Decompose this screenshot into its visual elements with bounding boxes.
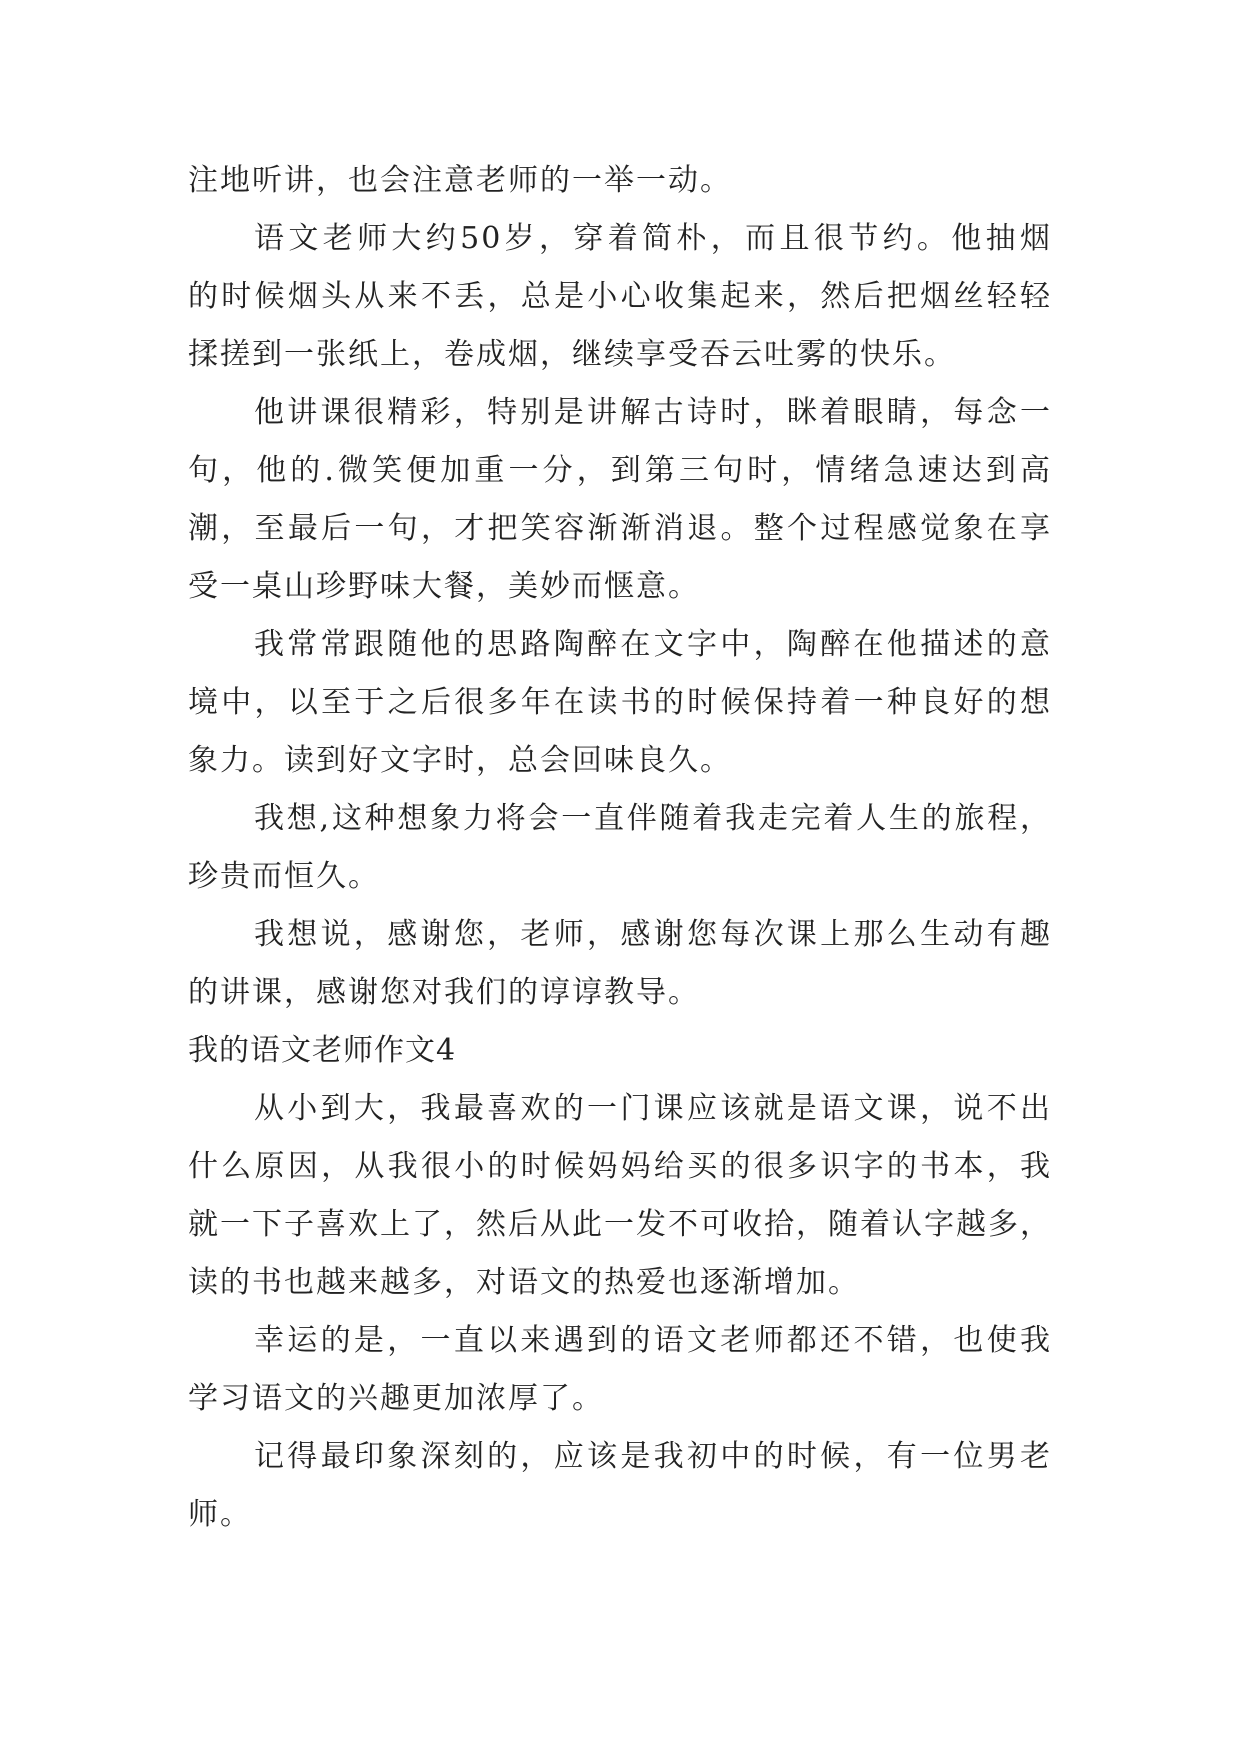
text-line: 我常常跟随他的思路陶醉在文字中，陶醉在他描述的意 — [254, 627, 1052, 662]
text-line: 我想说，感谢您，老师，感谢您每次课上那么生动有趣 — [254, 917, 1052, 952]
text-line: 师。 — [188, 1497, 252, 1532]
text-line: 语文老师大约50岁，穿着简朴，而且很节约。他抽烟 — [254, 221, 1052, 256]
document-body — [188, 152, 1052, 1544]
text-line: 从小到大，我最喜欢的一门课应该就是语文课，说不出 — [254, 1091, 1052, 1126]
text-line: 揉搓到一张纸上，卷成烟，继续享受吞云吐雾的快乐。 — [188, 337, 956, 372]
text-line: 幸运的是，一直以来遇到的语文老师都还不错，也使我 — [254, 1323, 1052, 1358]
text-line: 注地听讲，也会注意老师的一举一动。 — [188, 163, 732, 198]
text-line: 就一下子喜欢上了，然后从此一发不可收拾，随着认字越多， — [188, 1207, 1052, 1242]
text-line: 我想,这种想象力将会一直伴随着我走完着人生的旅程， — [254, 801, 1052, 836]
text-line: 象力。读到好文字时，总会回味良久。 — [188, 743, 732, 778]
text-line: 珍贵而恒久。 — [188, 859, 380, 894]
section-heading: 我的语文老师作文4 — [188, 1033, 457, 1068]
text-line: 记得最印象深刻的，应该是我初中的时候，有一位男老 — [254, 1439, 1052, 1474]
text-line: 学习语文的兴趣更加浓厚了。 — [188, 1381, 604, 1416]
text-line: 潮，至最后一句，才把笑容渐渐消退。整个过程感觉象在享 — [188, 511, 1052, 546]
text-line: 受一桌山珍野味大餐，美妙而惬意。 — [188, 569, 700, 604]
text-line: 的时候烟头从来不丢，总是小心收集起来，然后把烟丝轻轻 — [188, 279, 1052, 314]
text-line: 句，他的.微笑便加重一分，到第三句时，情绪急速达到高 — [188, 453, 1052, 488]
text-line: 境中，以至于之后很多年在读书的时候保持着一种良好的想 — [188, 685, 1052, 720]
text-line: 的讲课，感谢您对我们的谆谆教导。 — [188, 975, 700, 1010]
text-line: 什么原因，从我很小的时候妈妈给买的很多识字的书本，我 — [188, 1149, 1052, 1184]
text-line: 读的书也越来越多，对语文的热爱也逐渐增加。 — [188, 1265, 860, 1300]
text-line: 他讲课很精彩，特别是讲解古诗时，眯着眼睛，每念一 — [254, 395, 1052, 430]
